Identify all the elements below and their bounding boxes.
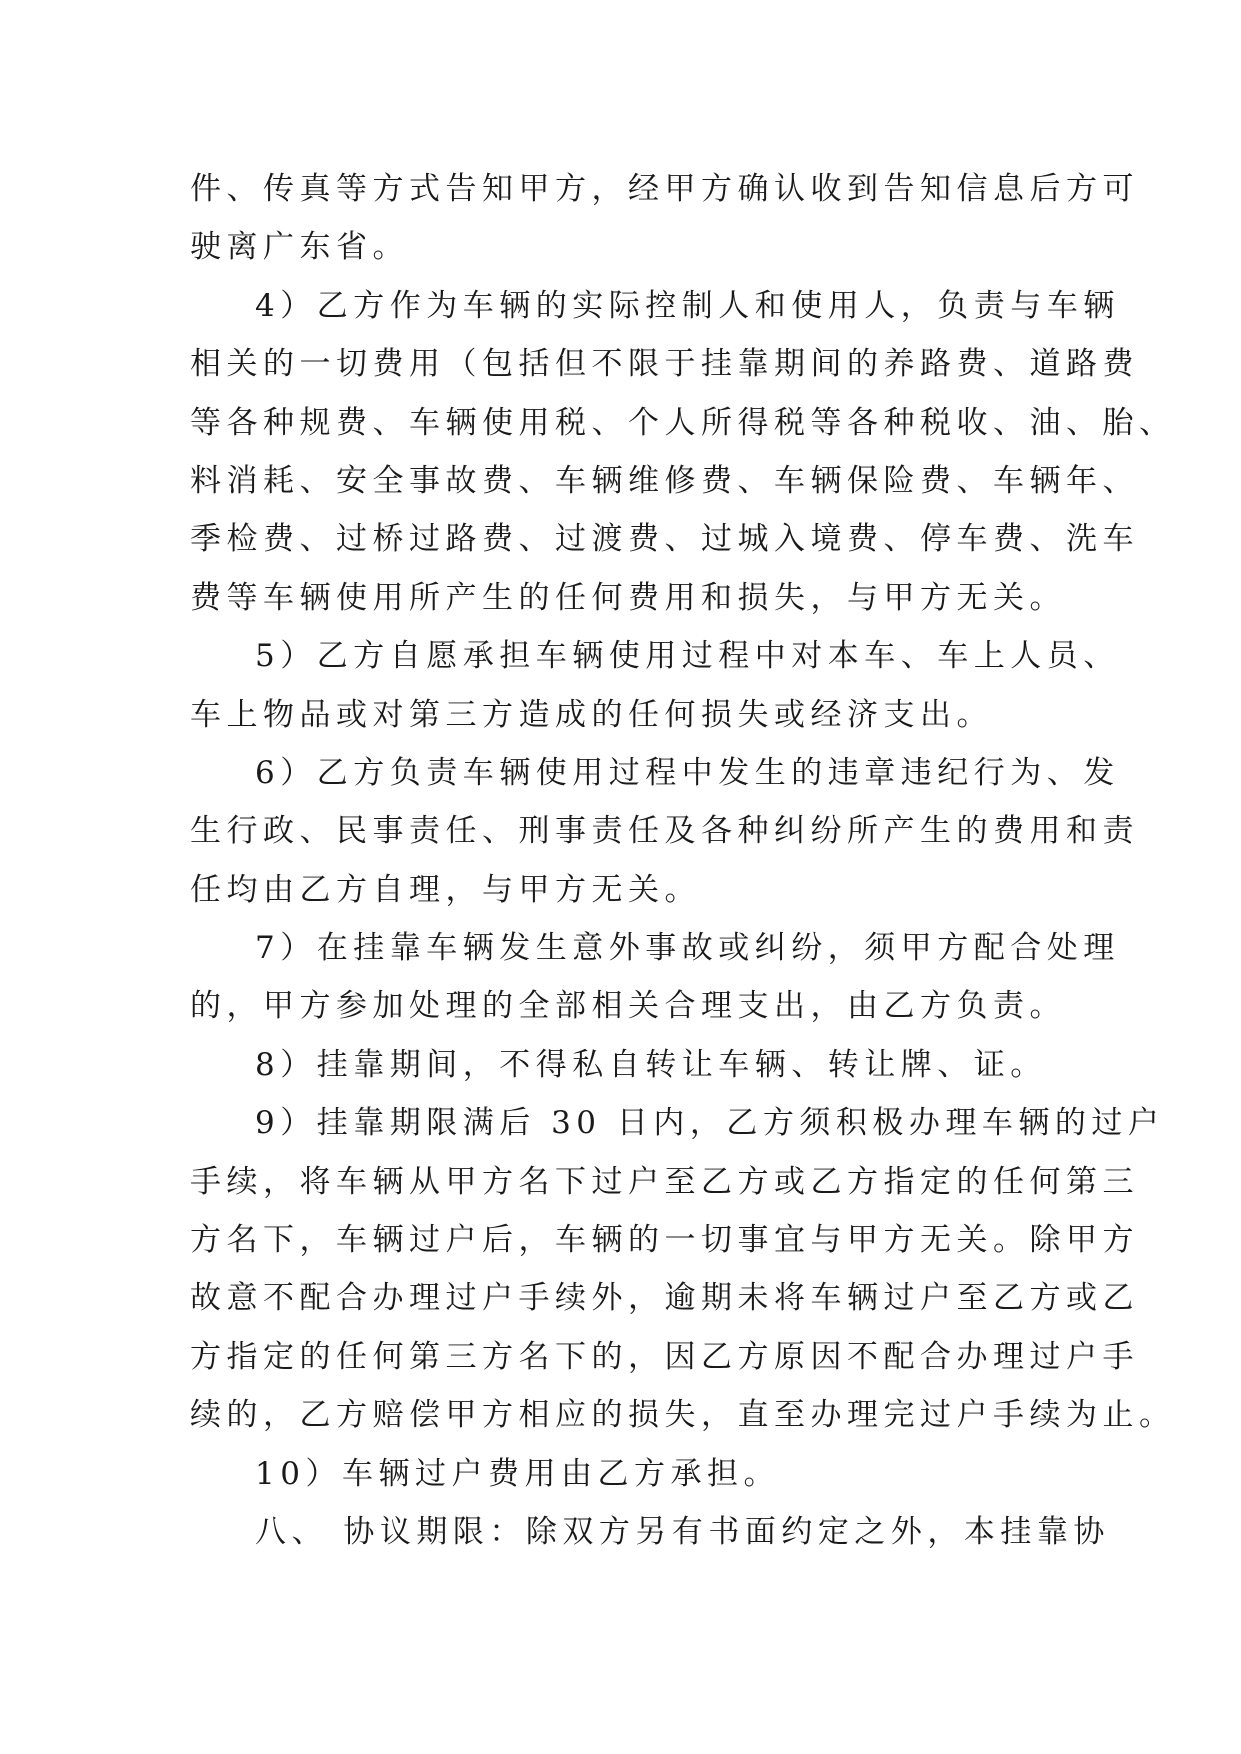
document-line: 9）挂靠期限满后 30 日内，乙方须积极办理车辆的过户 — [255, 1105, 1165, 1142]
document-line: 费等车辆使用所产生的任何费用和损失，与甲方无关。 — [190, 579, 1066, 616]
document-line: 驶离广东省。 — [190, 229, 409, 266]
document-line: 方名下，车辆过户后，车辆的一切事宜与甲方无关。除甲方 — [190, 1222, 1139, 1259]
document-line: 10）车辆过户费用由乙方承担。 — [255, 1455, 780, 1492]
document-line: 车上物品或对第三方造成的任何损失或经济支出。 — [190, 696, 993, 733]
document-line: 方指定的任何第三方名下的，因乙方原因不配合办理过户手 — [190, 1338, 1139, 1375]
document-line: 件、传真等方式告知甲方，经甲方确认收到告知信息后方可 — [190, 171, 1139, 207]
document-line: 季检费、过桥过路费、过渡费、过城入境费、停车费、洗车 — [190, 521, 1139, 558]
document-line: 手续，将车辆从甲方名下过户至乙方或乙方指定的任何第三 — [190, 1163, 1139, 1200]
document-line: 相关的一切费用（包括但不限于挂靠期间的养路费、道路费 — [190, 346, 1139, 383]
document-line: 料消耗、安全事故费、车辆维修费、车辆保险费、车辆年、 — [190, 462, 1139, 499]
document-body — [190, 160, 1176, 1561]
document-line: 八、 协议期限：除双方另有书面约定之外，本挂靠协 — [255, 1513, 1110, 1550]
document-line: 8）挂靠期间，不得私自转让车辆、转让牌、证。 — [255, 1046, 1047, 1083]
document-line: 的，甲方参加处理的全部相关合理支出，由乙方负责。 — [190, 988, 1066, 1025]
document-line: 任均由乙方自理，与甲方无关。 — [190, 871, 701, 908]
document-line: 续的，乙方赔偿甲方相应的损失，直至办理完过户手续为止。 — [190, 1397, 1176, 1434]
document-line: 生行政、民事责任、刑事责任及各种纠纷所产生的费用和责 — [190, 813, 1139, 850]
document-line: 4）乙方作为车辆的实际控制人和使用人，负责与车辆 — [255, 287, 1120, 324]
document-line: 5）乙方自愿承担车辆使用过程中对本车、车上人员、 — [255, 638, 1120, 675]
document-line: 故意不配合办理过户手续外，逾期未将车辆过户至乙方或乙 — [190, 1280, 1139, 1317]
document-line: 等各种规费、车辆使用税、个人所得税等各种税收、油、胎、 — [190, 404, 1176, 441]
document-line: 7）在挂靠车辆发生意外事故或纠纷，须甲方配合处理 — [255, 930, 1120, 967]
document-line: 6）乙方负责车辆使用过程中发生的违章违纪行为、发 — [255, 754, 1120, 791]
